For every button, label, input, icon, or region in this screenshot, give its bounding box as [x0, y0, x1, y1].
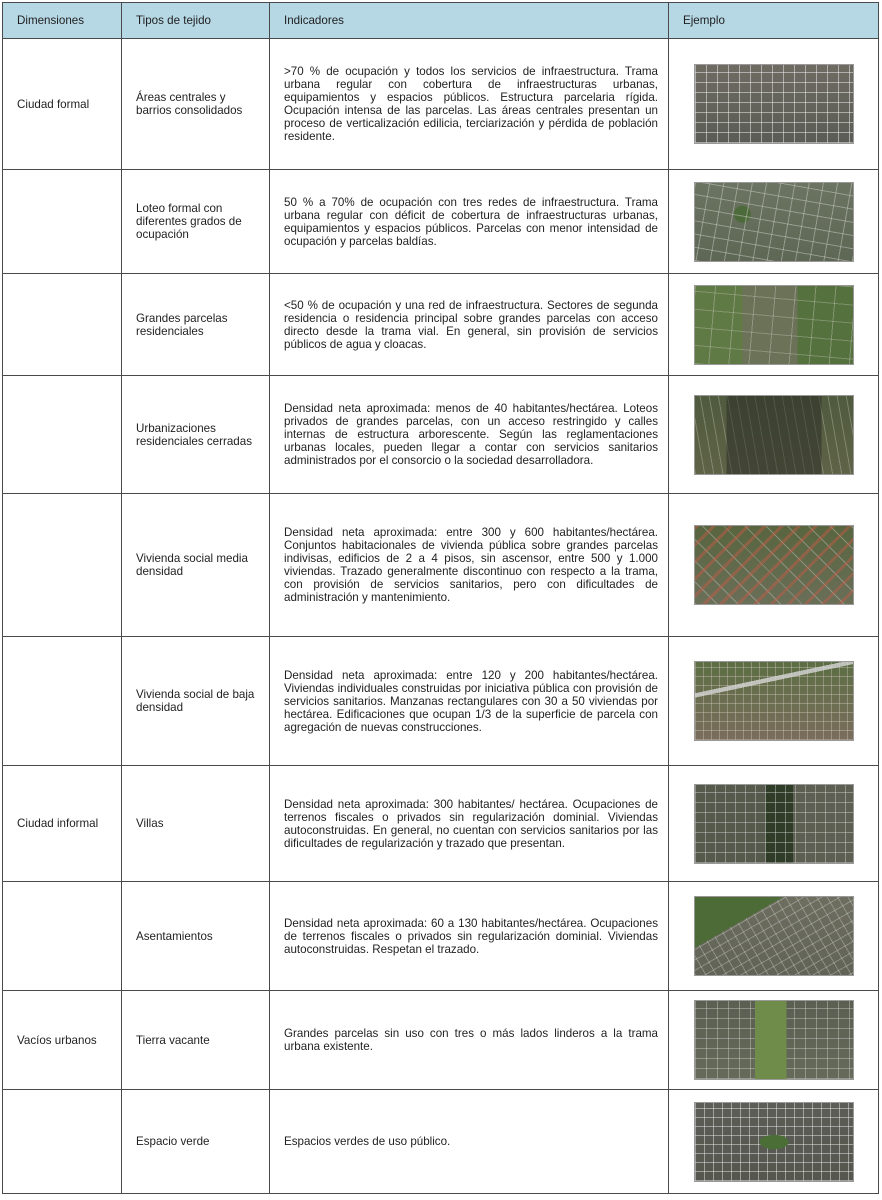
header-ejemplo: Ejemplo [669, 3, 879, 39]
cell-ejemplo [669, 991, 879, 1090]
cell-ejemplo [669, 494, 879, 637]
table-row [3, 766, 879, 882]
table-row [3, 1090, 879, 1194]
table-body [3, 39, 879, 1194]
table-row [3, 170, 879, 274]
cell-tipo: Áreas centrales y barrios consolidados [122, 39, 270, 170]
cell-ejemplo [669, 376, 879, 494]
cell-dimension [3, 1090, 122, 1194]
cell-dimension: Ciudad formal [3, 39, 122, 170]
cell-tipo: Vivienda social media densidad [122, 494, 270, 637]
table-row [3, 882, 879, 991]
table-row [3, 637, 879, 766]
urban-fabric-table [2, 2, 879, 1194]
cell-ejemplo [669, 39, 879, 170]
cell-ejemplo [669, 170, 879, 274]
cell-tipo: Tierra vacante [122, 991, 270, 1090]
aerial-image [694, 896, 854, 976]
cell-ejemplo [669, 1090, 879, 1194]
cell-indicadores: 50 % a 70% de ocupación con tres redes de infraestructura. Trama urbana regular con déficit de cobertura de infraestructuras urbanas, equipamientos y espacios públicos. Parcelas con menor intensidad de ocupación y parcelas baldías. [270, 170, 669, 274]
cell-tipo: Grandes parcelas residenciales [122, 274, 270, 376]
cell-tipo: Loteo formal con diferentes grados de ocupación [122, 170, 270, 274]
table-row [3, 494, 879, 637]
aerial-image [694, 784, 854, 864]
table-row [3, 376, 879, 494]
header-indicadores: Indicadores [270, 3, 669, 39]
cell-dimension [3, 376, 122, 494]
cell-indicadores: Espacios verdes de uso público. [270, 1090, 669, 1194]
cell-indicadores: Grandes parcelas sin uso con tres o más lados linderos a la trama urbana existente. [270, 991, 669, 1090]
aerial-image [694, 285, 854, 365]
cell-indicadores: Densidad neta aproximada: 300 habitantes/ hectárea. Ocupaciones de terrenos fiscales o privados sin regularización dominial. Viviendas autoconstruidas. En general, no cuentan con servicios sanitarios por las dificultades de regularización y trazado que presentan. [270, 766, 669, 882]
cell-dimension [3, 274, 122, 376]
cell-indicadores: <50 % de ocupación y una red de infraestructura. Sectores de segunda residencia o residencia principal sobre grandes parcelas con acceso directo desde la trama vial. En general, sin provisión de servicios públicos de agua y cloacas. [270, 274, 669, 376]
cell-dimension [3, 882, 122, 991]
cell-ejemplo [669, 882, 879, 991]
header-row [3, 3, 879, 39]
aerial-image [694, 525, 854, 605]
aerial-image [694, 1102, 854, 1182]
table-row [3, 991, 879, 1090]
cell-indicadores: Densidad neta aproximada: entre 120 y 200 habitantes/hectárea. Viviendas individuales construidas por iniciativa pública con provisión de servicios sanitarios. Manzanas rectangulares con 30 a 50 viviendas por hectárea. Edificaciones que ocupan 1/3 de la superficie de parcela con agregación de nuevas construcciones. [270, 637, 669, 766]
cell-dimension: Vacíos urbanos [3, 991, 122, 1090]
cell-dimension [3, 494, 122, 637]
table-row [3, 274, 879, 376]
table-row [3, 39, 879, 170]
table-header [3, 3, 879, 39]
cell-tipo: Vivienda social de baja densidad [122, 637, 270, 766]
cell-tipo: Urbanizaciones residenciales cerradas [122, 376, 270, 494]
aerial-image [694, 1000, 854, 1080]
cell-indicadores: Densidad neta aproximada: entre 300 y 600 habitantes/hectárea. Conjuntos habitacionales de vivienda pública sobre grandes parcelas indivisas, edificios de 2 a 4 pisos, sin ascensor, entre 500 y 1.000 viviendas. Trazado generalmente discontinuo con respecto a la trama, con provisión de servicios sanitarios, pero con dificultades de administración y mantenimiento. [270, 494, 669, 637]
header-tipos-de-tejido: Tipos de tejido [122, 3, 270, 39]
aerial-image [694, 395, 854, 475]
cell-dimension: Ciudad informal [3, 766, 122, 882]
cell-dimension [3, 170, 122, 274]
cell-dimension [3, 637, 122, 766]
cell-ejemplo [669, 637, 879, 766]
cell-indicadores: Densidad neta aproximada: 60 a 130 habitantes/hectárea. Ocupaciones de terrenos fiscales o privados sin regularización dominial. Viviendas autoconstruidas. Respetan el trazado. [270, 882, 669, 991]
aerial-image [694, 64, 854, 144]
aerial-image [694, 661, 854, 741]
aerial-image [694, 182, 854, 262]
cell-indicadores: >70 % de ocupación y todos los servicios de infraestructura. Trama urbana regular con cobertura de infraestructuras urbanas, equipamientos y espacios públicos. Estructura parcelaria rígida. Ocupación intensa de las parcelas. Las áreas centrales presentan un proceso de verticalización edilicia, terciarización y pérdida de población residente. [270, 39, 669, 170]
cell-ejemplo [669, 274, 879, 376]
cell-tipo: Villas [122, 766, 270, 882]
cell-tipo: Espacio verde [122, 1090, 270, 1194]
header-dimensiones: Dimensiones [3, 3, 122, 39]
cell-tipo: Asentamientos [122, 882, 270, 991]
cell-ejemplo [669, 766, 879, 882]
cell-indicadores: Densidad neta aproximada: menos de 40 habitantes/hectárea. Loteos privados de grandes parcelas, con un acceso restringido y calles internas de estructura arborescente. Según las reglamentaciones urbanas locales, pueden llegar a contar con servicios sanitarios administrados por el consorcio o la sociedad desarrolladora. [270, 376, 669, 494]
